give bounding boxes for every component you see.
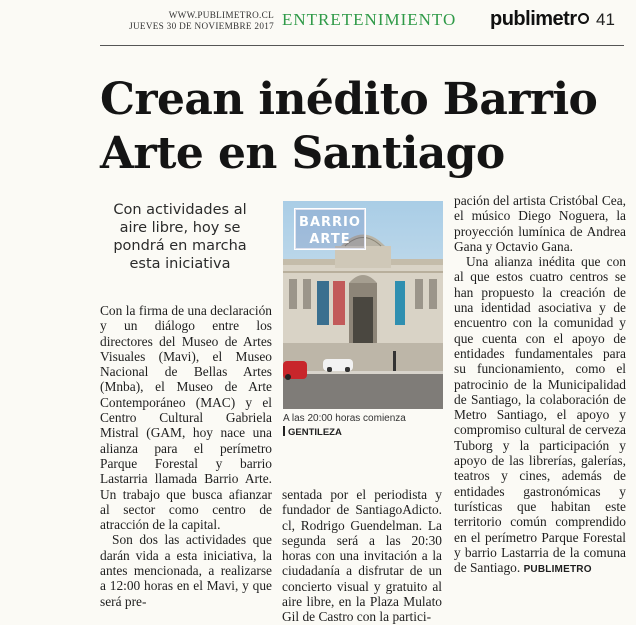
paragraph: sentada por el periodista y fundador de SantiagoAdicto. cl, Rodrigo Guendelman. La segunda será a las 20:30 horas con una invitación a la ciudadanía a disfrutar de un concierto visual y gratuito al aire libre, en la Plaza Mulato Gil de Castro con la partici- xyxy=(282,487,442,625)
subheadline: Con actividades al aire libre, hoy se pondrá en marcha esta iniciativa xyxy=(113,202,247,272)
credit-text: GENTILEZA xyxy=(288,427,342,438)
header-divider xyxy=(100,45,624,46)
brand-logo-text: publimetr xyxy=(490,8,577,30)
article-photo xyxy=(283,201,443,409)
publication-date: JUEVES 30 DE NOVIEMBRE 2017 xyxy=(129,21,274,31)
paragraph: Con la firma de una declaración y un diálogo entre los directores del Museo de Artes Visuales (Mavi), el Museo Nacional de Bellas Artes (Mnba), el Museo de Arte Contemporáneo (MAC) y el Centro Cultural Gabriela Mistral (GAM, hoy nace una alianza para el perímetro Parque Forestal y barrio Lastarria llamada Barrio Arte. Un trabajo que busca afianzar al sector como centro de atracción de la capital. xyxy=(100,303,272,533)
header-meta xyxy=(122,10,274,32)
article-column-1 xyxy=(100,303,272,609)
website-url: WWW.PUBLIMETRO.CL xyxy=(168,10,274,20)
headline-line-2: Arte en Santiago xyxy=(100,128,505,179)
article-column-3 xyxy=(454,193,626,577)
photo-credit xyxy=(283,426,342,438)
byline: PUBLIMETRO xyxy=(523,564,592,576)
photo-caption: A las 20:00 horas comienza xyxy=(283,413,406,424)
headline xyxy=(100,73,620,181)
page-number: 41 xyxy=(596,10,615,29)
credit-bar xyxy=(283,426,285,436)
brand-logo-o-mark xyxy=(578,13,589,24)
paragraph xyxy=(454,254,626,577)
paragraph: Son dos las actividades que darán vida a esta iniciativa, la antes mencionada, a realizarse a 12:00 horas en el Mavi, y que será pre- xyxy=(100,532,272,609)
barrio-arte-logo-line-1: BARRIO xyxy=(299,215,361,230)
brand-logo xyxy=(490,8,589,31)
barrio-arte-logo-line-2: ARTE xyxy=(309,232,351,247)
museum-illustration xyxy=(283,201,443,409)
article-column-2 xyxy=(282,487,442,625)
paragraph-text: Una alianza inédita que con al que estos cuatro centros se han propuesto la creación de una identidad asociativa y de encuentro con la comunidad y que cuenta con el apoyo de entidades fundamentales para su funcionamiento, como el patrocinio de la Municipalidad de Santiago, la colaboración de Metro Santiago, el apoyo y compromiso cultural de cerveza Tuborg y la participación y apoyo de las librerías, galerías, teatros y cines, además de entidades gastronómicas y turísticas que habitan este territorio común comprendido en el perímetro Parque Forestal y barrio Lastarria de la comuna de Santiago. xyxy=(454,254,626,576)
headline-line-1: Crean inédito Barrio xyxy=(100,74,598,125)
paragraph: pación del artista Cristóbal Cea, el músico Diego Noguera, la proyección lumínica de Andrea Gana y Octavio Gana. xyxy=(454,193,626,254)
section-title: ENTRETENIMIENTO xyxy=(282,10,457,29)
